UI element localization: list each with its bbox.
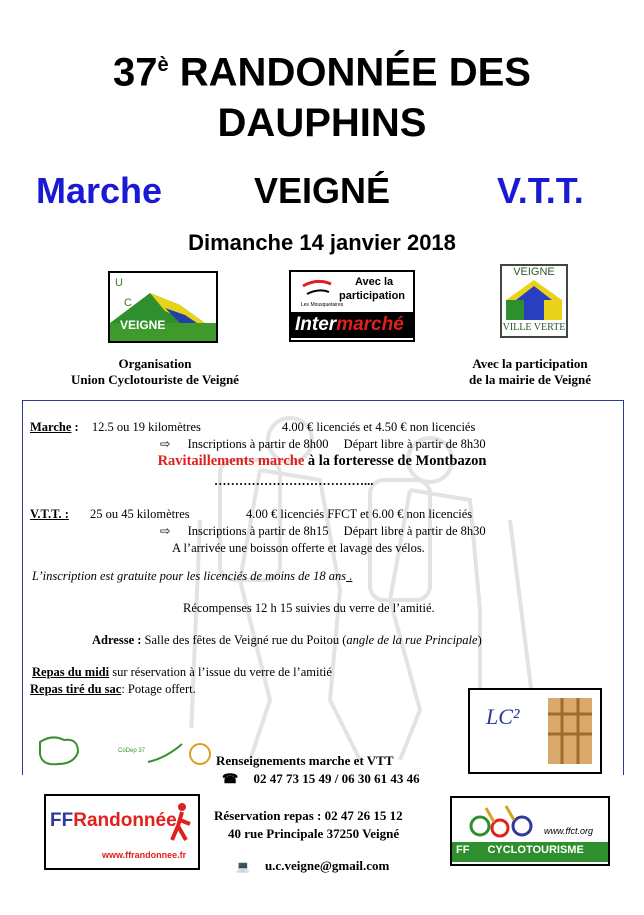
phones-line: ☎ 02 47 73 15 49 / 06 30 61 43 46 [222,771,420,786]
computer-icon: 💻 [236,861,250,873]
marche-inscriptions: ⇨ Inscriptions à partir de 8h00 Départ libre à partir de 8h30 [160,437,486,451]
subtitle-marche: Marche [36,170,163,211]
mairie-block: Avec la participation de la mairie de Veigné [468,356,592,387]
adresse-line: Adresse : Salle des fêtes de Veigné rue du Poitou (angle de la rue Principale) [92,633,482,647]
codep-logo: CoDep 37 [26,728,214,774]
arrow-right-icon: ⇨ [160,437,171,451]
poster-title-line2: DAUPHINS [217,101,427,145]
uc-veigne-logo: U C VEIGNE [108,271,218,343]
ffrandonnee-logo: FFRandonnée www.ffrandonnee.fr [44,794,200,870]
vtt-inscriptions: ⇨ Inscriptions à partir de 8h15 Départ libre à partir de 8h30 [160,524,486,538]
phone-icon: ☎ [222,771,239,786]
vtt-arrivee: A l’arrivée une boisson offerte et lavage des vélos. [172,541,425,555]
event-date: Dimanche 14 janvier 2018 [188,230,456,255]
recompenses-line: Récompenses 12 h 15 suivies du verre de l’amitié. [183,601,435,615]
arrow-right-icon: ⇨ [160,524,171,538]
reservation-line2: 40 rue Principale 37250 Veigné [228,826,400,841]
intermarche-logo: Avec la participation Les Mousquetaires Intermarché [289,270,415,342]
ravitaillements-line: Ravitaillements marche à la forteresse de Montbazon [157,453,487,469]
veigne-ville-verte-logo: VEIGNE VILLE VERTE [500,264,568,338]
separator-dots: ………………………………... [214,474,374,488]
organisation-block: Organisation Union Cyclotouriste de Veigné [71,356,239,387]
email-address[interactable]: u.c.veigne@gmail.com [264,858,390,873]
subtitle-vtt: V.T.T. [497,170,584,211]
marche-prices: 4.00 € licenciés et 4.50 € non licenciés [282,420,476,434]
ffct-logo: www.ffct.org FF CYCLOTOURISME [450,796,610,866]
gratuite-line: L’inscription est gratuite pour les licenciés de moins de 18 ans . [32,569,353,583]
subtitle-veigne: VEIGNÉ [254,170,391,211]
reservation-line1: Réservation repas : 02 47 26 15 12 [214,808,403,823]
lc2-logo: LC² [468,688,602,774]
vtt-prices: 4.00 € licenciés FFCT et 6.00 € non licenciés [246,507,473,521]
vtt-line: V.T.T. : 25 ou 45 kilomètres [30,507,190,521]
poster-title-line1: $37^è$ RANDONNÉE DES [113,50,531,95]
repas-sac-line: Repas tiré du sac: Potage offert. [30,682,196,696]
renseignements-title: Renseignements marche et VTT [216,753,394,768]
repas-midi-line: Repas du midi sur réservation à l’issue du verre de l’amitié [32,665,332,679]
marche-line: Marche : 12.5 ou 19 kilomètres [30,420,201,434]
email-line [236,858,389,874]
